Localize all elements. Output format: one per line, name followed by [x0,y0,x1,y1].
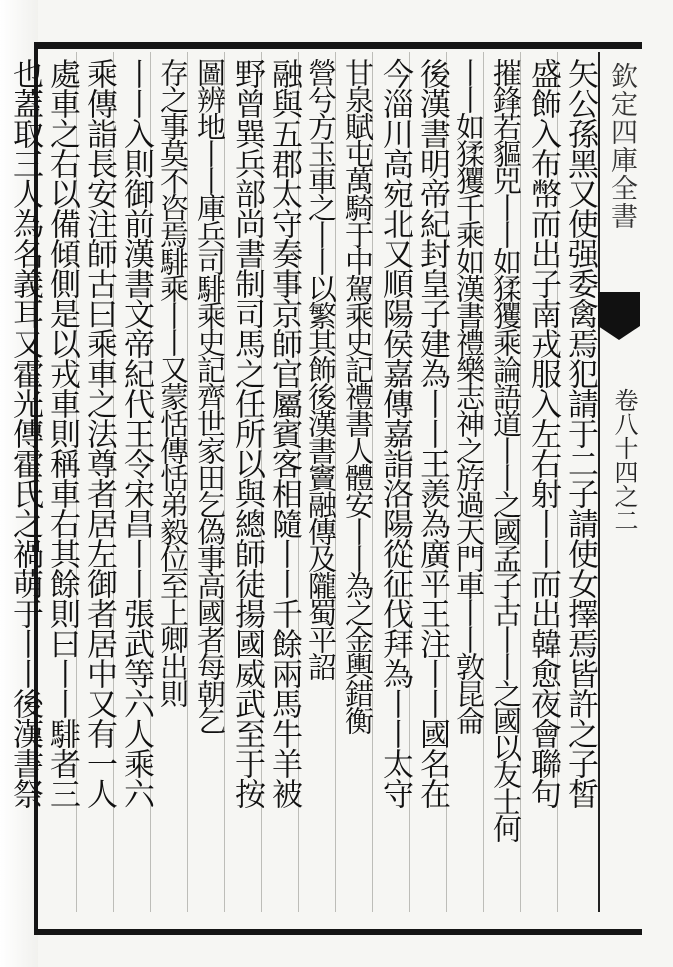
text-column: 後漢書明帝紀封皇子建為丨丨王羨為廣平王注丨丨國名在 [414,58,450,808]
text-column: 野曾巽兵部尚書制司馬之任所以與總師徒揚國威武至于按 [229,58,265,808]
text-column: 矢公孫黑又使强委禽焉犯請于二子請使女擇焉皆許之子皙 [562,58,598,808]
book-title: 欽定四庫全書 [606,62,637,230]
text-column: 圖辨地丨丨庫兵司騑乘史記齊世家田乞偽事高國者每朝乞 [193,58,227,733]
text-column: 乘傳詣長安注師古曰乘車之法尊者居左御者居中又有一人 [81,58,117,808]
text-column: 甘泉賦屯萬騎于中駕乘史記禮書人體安丨丨為之金輿錯衡 [341,58,375,733]
text-column: 也蓋取三人為名義耳又霍光傳霍氏之禍萌于丨丨後漢書祭 [7,58,43,808]
text-column: 丨丨如猱玃千乘如漢書禮樂志神之斿過天門車丨丨敦昆侖 [452,58,486,733]
text-column: 盛飾入布幣而出子南戎服入左右射丨丨而出韓愈夜會聯句 [525,58,561,808]
text-column: 丨丨入則御前漢書文帝紀代王令宋昌丨丨張武等六人乘六 [118,58,154,808]
text-column: 今淄川高宛北又順陽侯嘉傳嘉詣洛陽從征伐拜為丨丨太守 [377,58,413,808]
text-column: 處車之右以備傾側是以戎車則稱車右其餘則曰丨丨騑者三 [44,58,80,808]
text-column: 融與五郡太守奏事京師官屬賓客相隨丨丨千餘兩馬牛羊被 [266,58,302,808]
volume-label: 卷八十四之二 [610,388,638,532]
text-column: 摧鋒若貙兕丨丨如猱玃乘論語道丨丨之國孟子古丨丨之國以友士何 [489,58,523,841]
text-column: 營兮方玉車之丨丨以繁其飾後漢書竇融傳及隴蜀平詔 [304,58,338,679]
text-column: 存之事莫不咨焉騑乘丨丨又蒙恬傳恬弟毅位至上卿出則 [156,58,190,706]
fishtail-mark [598,292,640,326]
